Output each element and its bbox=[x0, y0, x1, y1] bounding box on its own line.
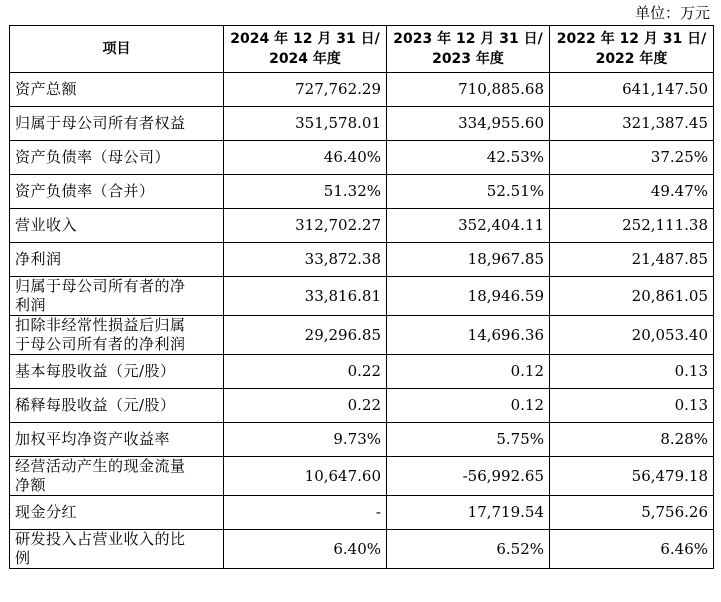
header-2023-line1: 2023 年 12 月 31 日/ bbox=[393, 31, 543, 47]
value-2023: 17,719.54 bbox=[387, 496, 550, 530]
value-2024: 727,762.29 bbox=[224, 73, 387, 107]
header-2022-line2: 2022 年度 bbox=[595, 51, 668, 67]
table-header-row bbox=[10, 26, 714, 73]
value-2022: 321,387.45 bbox=[550, 107, 714, 141]
row-label-line: 净利润 bbox=[15, 250, 62, 268]
row-label bbox=[10, 355, 224, 389]
row-label-line: 归属于母公司所有者权益 bbox=[15, 114, 186, 132]
row-label-line: 基本每股收益（元/股） bbox=[15, 362, 176, 380]
value-2022: 8.28% bbox=[550, 423, 714, 457]
row-label-line: 例 bbox=[15, 549, 31, 567]
row-label-line: 研发投入占营业收入的比 bbox=[15, 530, 186, 548]
table-row bbox=[10, 457, 714, 496]
table-row bbox=[10, 496, 714, 530]
value-2022: 21,487.85 bbox=[550, 243, 714, 277]
row-label-line: 扣除非经常性损益后归属 bbox=[15, 316, 186, 334]
value-2024: 51.32% bbox=[224, 175, 387, 209]
table-row bbox=[10, 209, 714, 243]
value-2024: 9.73% bbox=[224, 423, 387, 457]
table-row bbox=[10, 355, 714, 389]
header-2024-line1: 2024 年 12 月 31 日/ bbox=[230, 31, 380, 47]
row-label-line: 资产总额 bbox=[15, 80, 78, 98]
header-2023 bbox=[387, 26, 550, 73]
header-2024 bbox=[224, 26, 387, 73]
row-label bbox=[10, 107, 224, 141]
value-2022: 6.46% bbox=[550, 530, 714, 569]
table-row bbox=[10, 277, 714, 316]
value-2023: 0.12 bbox=[387, 355, 550, 389]
row-label bbox=[10, 316, 224, 355]
value-2024: 0.22 bbox=[224, 389, 387, 423]
table-row bbox=[10, 530, 714, 569]
value-2024: 33,816.81 bbox=[224, 277, 387, 316]
value-2024: - bbox=[224, 496, 387, 530]
table-row bbox=[10, 316, 714, 355]
table-row bbox=[10, 107, 714, 141]
header-item-label: 项目 bbox=[102, 41, 131, 57]
value-2023: 0.12 bbox=[387, 389, 550, 423]
table-row bbox=[10, 389, 714, 423]
value-2022: 0.13 bbox=[550, 389, 714, 423]
row-label bbox=[10, 423, 224, 457]
row-label-line: 经营活动产生的现金流量 bbox=[15, 457, 186, 475]
header-2022 bbox=[550, 26, 714, 73]
value-2024: 46.40% bbox=[224, 141, 387, 175]
value-2023: 352,404.11 bbox=[387, 209, 550, 243]
unit-label: 单位：万元 bbox=[634, 4, 710, 22]
value-2023: 5.75% bbox=[387, 423, 550, 457]
value-2022: 20,861.05 bbox=[550, 277, 714, 316]
value-2024: 6.40% bbox=[224, 530, 387, 569]
value-2023: 42.53% bbox=[387, 141, 550, 175]
value-2023: 710,885.68 bbox=[387, 73, 550, 107]
value-2022: 20,053.40 bbox=[550, 316, 714, 355]
value-2024: 29,296.85 bbox=[224, 316, 387, 355]
row-label bbox=[10, 175, 224, 209]
value-2022: 5,756.26 bbox=[550, 496, 714, 530]
row-label bbox=[10, 243, 224, 277]
row-label-line: 于母公司所有者的净利润 bbox=[15, 335, 186, 353]
row-label-line: 净额 bbox=[15, 476, 47, 494]
value-2023: 52.51% bbox=[387, 175, 550, 209]
row-label-line: 营业收入 bbox=[15, 216, 78, 234]
header-2024-line2: 2024 年度 bbox=[269, 51, 341, 67]
row-label-line: 稀释每股收益（元/股） bbox=[15, 396, 176, 414]
value-2023: 18,967.85 bbox=[387, 243, 550, 277]
value-2023: 18,946.59 bbox=[387, 277, 550, 316]
value-2023: 6.52% bbox=[387, 530, 550, 569]
row-label-line: 加权平均净资产收益率 bbox=[15, 430, 171, 448]
value-2022: 641,147.50 bbox=[550, 73, 714, 107]
table-row bbox=[10, 423, 714, 457]
header-2023-line2: 2023 年度 bbox=[432, 51, 504, 67]
value-2024: 351,578.01 bbox=[224, 107, 387, 141]
table-row bbox=[10, 243, 714, 277]
row-label bbox=[10, 389, 224, 423]
table-row bbox=[10, 175, 714, 209]
value-2022: 0.13 bbox=[550, 355, 714, 389]
value-2023: 14,696.36 bbox=[387, 316, 550, 355]
row-label-line: 现金分红 bbox=[15, 503, 78, 521]
row-label-line: 资产负债率（合并） bbox=[15, 182, 155, 200]
row-label bbox=[10, 73, 224, 107]
value-2023: -56,992.65 bbox=[387, 457, 550, 496]
table-row bbox=[10, 73, 714, 107]
value-2024: 33,872.38 bbox=[224, 243, 387, 277]
value-2024: 0.22 bbox=[224, 355, 387, 389]
header-2022-line1: 2022 年 12 月 31 日/ bbox=[556, 31, 707, 47]
row-label bbox=[10, 277, 224, 316]
value-2024: 10,647.60 bbox=[224, 457, 387, 496]
row-label bbox=[10, 141, 224, 175]
row-label bbox=[10, 496, 224, 530]
financial-table bbox=[9, 25, 714, 569]
row-label bbox=[10, 457, 224, 496]
table-row bbox=[10, 141, 714, 175]
value-2022: 49.47% bbox=[550, 175, 714, 209]
value-2022: 37.25% bbox=[550, 141, 714, 175]
value-2023: 334,955.60 bbox=[387, 107, 550, 141]
header-item bbox=[10, 26, 224, 73]
value-2022: 56,479.18 bbox=[550, 457, 714, 496]
row-label-line: 归属于母公司所有者的净 bbox=[15, 277, 186, 295]
value-2022: 252,111.38 bbox=[550, 209, 714, 243]
row-label bbox=[10, 530, 224, 569]
row-label-line: 利润 bbox=[15, 296, 47, 314]
value-2024: 312,702.27 bbox=[224, 209, 387, 243]
row-label-line: 资产负债率（母公司） bbox=[15, 148, 171, 166]
row-label bbox=[10, 209, 224, 243]
